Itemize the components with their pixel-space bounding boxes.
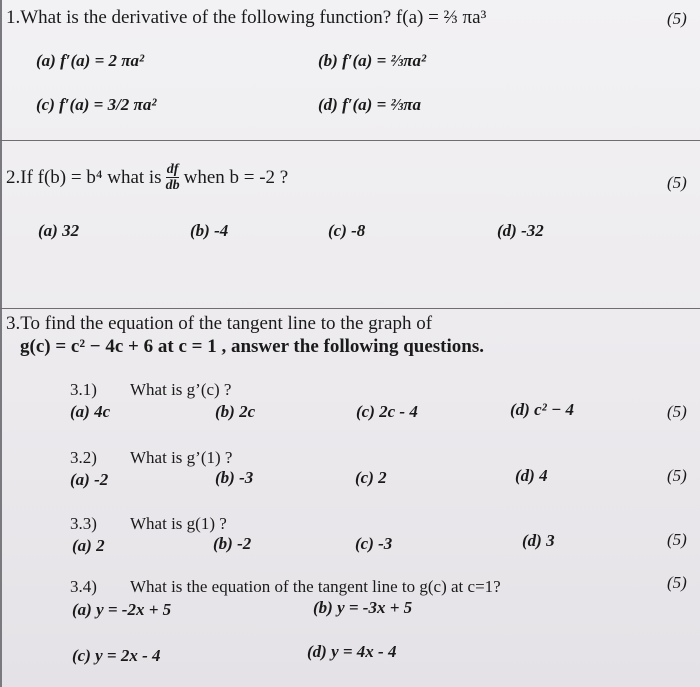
q3-1-question: What is g’(c) ? [130, 380, 232, 399]
q3-2-option-d[interactable]: (d) 4 [515, 466, 548, 485]
q3-4-option-a[interactable]: (a) y = -2x + 5 [72, 600, 172, 619]
q3-4-number: 3.4) [70, 577, 97, 596]
q2-option-b[interactable]: (b) -4 [190, 221, 229, 240]
q2-frac-denominator: db [165, 178, 180, 194]
q2-points: (5) [667, 173, 687, 192]
q3-3-option-c[interactable]: (c) -3 [355, 534, 393, 553]
q3-2-number: 3.2) [70, 448, 97, 467]
left-border [0, 0, 2, 687]
q2-option-d[interactable]: (d) -32 [497, 221, 544, 240]
q3-2-option-b[interactable]: (b) -3 [215, 468, 254, 487]
divider-2 [0, 308, 700, 309]
q3-3-option-a[interactable]: (a) 2 [72, 536, 105, 555]
q1-option-b[interactable]: (b) f′(a) = ⅔πa² [318, 51, 427, 70]
q3-4-option-b[interactable]: (b) y = -3x + 5 [313, 598, 413, 617]
q1-option-c[interactable]: (c) f′(a) = 3/2 πa² [36, 95, 157, 114]
q3-function: g(c) = c² − 4c + 6 at c = 1 , answer the following questions. [20, 336, 484, 357]
q2-prefix: 2.If f(b) = b⁴ what is [6, 167, 162, 189]
q3-1-option-b[interactable]: (b) 2c [215, 402, 256, 421]
q3-3-points: (5) [667, 530, 687, 549]
q3-2-points: (5) [667, 466, 687, 485]
q3-3-number: 3.3) [70, 514, 97, 533]
q3-1-number: 3.1) [70, 380, 97, 399]
q3-4-question: What is the equation of the tangent line to g(c) at c=1? [130, 577, 501, 596]
divider-1 [0, 140, 700, 141]
q3-4-points: (5) [667, 573, 687, 592]
q1-question: 1.What is the derivative of the following function? f(a) = ⅔ πa³ [6, 7, 487, 28]
q3-3-option-d[interactable]: (d) 3 [522, 531, 555, 550]
q3-1-option-a[interactable]: (a) 4c [70, 402, 111, 421]
q2-option-c[interactable]: (c) -8 [328, 221, 366, 240]
q3-2-question: What is g’(1) ? [130, 448, 233, 467]
q3-2-option-a[interactable]: (a) -2 [70, 470, 109, 489]
q2-option-a[interactable]: (a) 32 [38, 221, 80, 240]
q3-1-option-d[interactable]: (d) c² − 4 [510, 400, 575, 419]
q3-3-option-b[interactable]: (b) -2 [213, 534, 252, 553]
q3-4-option-c[interactable]: (c) y = 2x - 4 [72, 646, 161, 665]
q3-1-option-c[interactable]: (c) 2c - 4 [356, 402, 418, 421]
q2-frac-numerator: df [166, 162, 179, 177]
q3-2-option-c[interactable]: (c) 2 [355, 468, 387, 487]
q2-fraction [165, 162, 181, 194]
q3-4-option-d[interactable]: (d) y = 4x - 4 [307, 642, 397, 661]
q1-option-a[interactable]: (a) f′(a) = 2 πa² [36, 51, 145, 70]
q3-intro: 3.To find the equation of the tangent line to the graph of [6, 313, 433, 334]
q1-option-d[interactable]: (d) f′(a) = ⅔πa [318, 95, 422, 114]
q1-points: (5) [667, 9, 687, 28]
q3-1-points: (5) [667, 402, 687, 421]
q2-question [6, 162, 288, 194]
q2-suffix: when b = -2 ? [183, 167, 289, 189]
q3-3-question: What is g(1) ? [130, 514, 227, 533]
